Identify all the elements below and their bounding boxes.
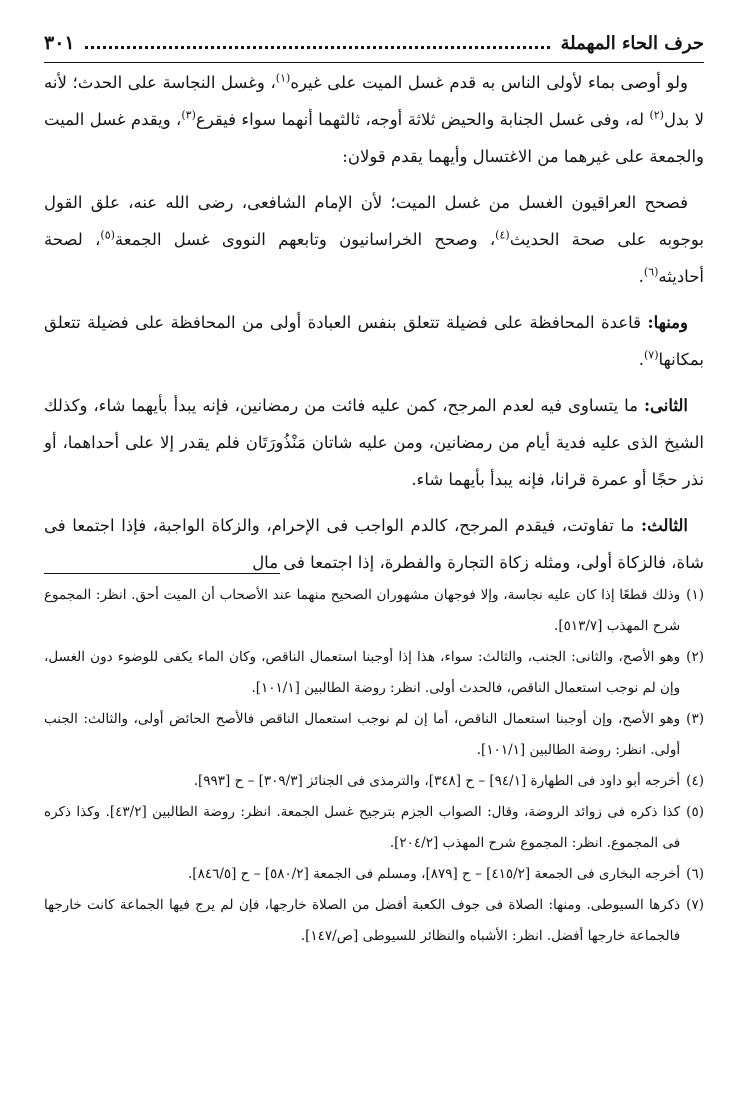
footnote <box>44 766 704 797</box>
paragraph <box>44 387 704 498</box>
paragraph <box>44 184 704 295</box>
text-run: ما يتساوى فيه لعدم المرجح، كمن عليه فائت من رمضانين، فإنه يبدأ بأيهما شاء، وكذلك الشيخ الذى عليه فدية أيام من رمضانين، ومن عليه شاتان مَنْذُورَتَان فلم يقدر إلا على أحداهما، أو نذر حجًا أو عمرة قرانا، فإنه يبدأ بأيهما شاء. <box>44 396 704 489</box>
footnote-number: (٣) <box>686 711 704 727</box>
footnote-number: (١) <box>686 587 704 603</box>
section-lead: الثانى: <box>643 396 688 415</box>
footnotes <box>44 580 704 952</box>
text-run: . <box>638 267 644 286</box>
paragraph <box>44 64 704 175</box>
footnote-ref: (٦) <box>643 265 659 279</box>
footnote-ref: (٧) <box>643 348 659 362</box>
footnote <box>44 580 704 642</box>
footnote <box>44 859 704 890</box>
footnote-text: وذلك قطعًا إذا كان عليه نجاسة، وإلا فوجهان مشهوران الصحيح منهما عند الأصحاب أن الميت أحق. انظر: المجموع شرح المهذب [٥١٣/٧]. <box>44 587 681 634</box>
text-run: ولو أوصى بماء لأولى الناس به قدم غسل الميت على غيره <box>290 73 688 92</box>
text-run: ، ويقدم غسل الميت والجمعة على غيرهما من الاغتسال وأيهما يقدم قولان: <box>44 110 704 166</box>
text-run: له، وفى غسل الجنابة والحيض ثلاثة أوجه، ثالثهما أنهما سواء فيقرع <box>195 110 650 129</box>
text-run: قاعدة المحافظة على فضيلة تتعلق بنفس العبادة أولى من المحافظة على فضيلة تتعلق بمكانها <box>44 313 704 369</box>
main-text <box>44 64 704 590</box>
footnote-text: أخرجه أبو داود فى الطهارة [٩٤/١] – ح [٣٤٨]، والترمذى فى الجنائز [٣٠٩/٣] – ح [٩٩٣]. <box>193 773 681 789</box>
text-run: ، وغسل النجاسة على الحدث؛ لأنه لا بدل <box>44 73 704 129</box>
footnote-text: أخرجه البخارى فى الجمعة [٤١٥/٢] – ح [٨٧٩]، ومسلم فى الجمعة [٥٨٠/٢] – ح [٨٤٦/٥]. <box>188 866 681 882</box>
footnote-ref: (٣) <box>181 108 196 122</box>
chapter-title: حرف الحاء المهملة <box>560 32 704 54</box>
footnote-ref: (١) <box>275 71 291 85</box>
section-lead: الثالث: <box>641 516 688 535</box>
paragraph <box>44 507 704 581</box>
section-lead: ومنها: <box>647 313 688 332</box>
text-run: . <box>638 350 644 369</box>
footnote-number: (٤) <box>686 773 704 789</box>
page-number: ٣٠١ <box>44 32 75 54</box>
footnote <box>44 704 704 766</box>
text-run: ، وصحح الخراسانيون وتابعهم النووى غسل الجمعة <box>114 230 496 249</box>
footnote-number: (٦) <box>686 866 704 882</box>
paragraph <box>44 304 704 378</box>
footnote-number: (٧) <box>686 897 704 913</box>
page-header <box>44 28 704 58</box>
dotted-leader <box>85 37 551 49</box>
footnote-number: (٥) <box>686 804 704 820</box>
footnote-separator <box>44 573 280 574</box>
text-run: ما تفاوتت، فيقدم المرجح، كالدم الواجب فى الإحرام، والزكاة الواجبة، فإذا اجتمعا فى شاة، فالزكاة أولى، ومثله زكاة التجارة والفطرة، إذا اجتمعا فى مال <box>44 516 704 572</box>
footnote-ref: (٤) <box>495 228 510 242</box>
text-run: فصحح العراقيون الغسل من غسل الميت؛ لأن الإمام الشافعى، رضى الله عنه، علق القول بوجوبه على صحة الحديث <box>44 193 704 249</box>
text-run: ، لصحة أحاديثه <box>44 230 704 286</box>
footnote <box>44 797 704 859</box>
footnote-text: وهو الأصح، والثانى: الجنب، والثالث: سواء، هذا إذا أوجبنا استعمال الناقص، وكان الماء يكفى للوضوء دون الغسل، وإن لم نوجب استعمال الناقص، فالحدث أولى. انظر: روضة الطالبين [١٠١/١]. <box>44 649 681 696</box>
header-rule <box>44 62 704 63</box>
footnote-text: وهو الأصح، وإن أوجبنا استعمال الناقص، أما إن لم نوجب استعمال الناقص فالأصح الحائض أولى، والثالث: الجنب أولى. انظر: روضة الطالبين [١٠١/١]. <box>44 711 681 758</box>
footnote <box>44 890 704 952</box>
footnote-text: كذا ذكره فى زوائد الروضة، وقال: الصواب الجزم بترجيح غسل الجمعة. انظر: روضة الطالبين [٤٣/٢]. وكذا ذكره فى المجموع. انظر: المجموع شرح المهذب [٢٠٤/٢]. <box>44 804 681 851</box>
footnote <box>44 642 704 704</box>
footnote-number: (٢) <box>686 649 704 665</box>
footnote-ref: (٢) <box>649 108 664 122</box>
footnote-text: ذكرها السيوطى. ومنها: الصلاة فى جوف الكعبة أفضل من الصلاة خارجها، فإن لم يرج فيها الجماعة كانت خارجها فالجماعة خارجها أفضل. انظر: الأشباه والنظائر للسيوطى [ص/١٤٧]. <box>44 897 681 944</box>
footnote-ref: (٥) <box>100 228 115 242</box>
